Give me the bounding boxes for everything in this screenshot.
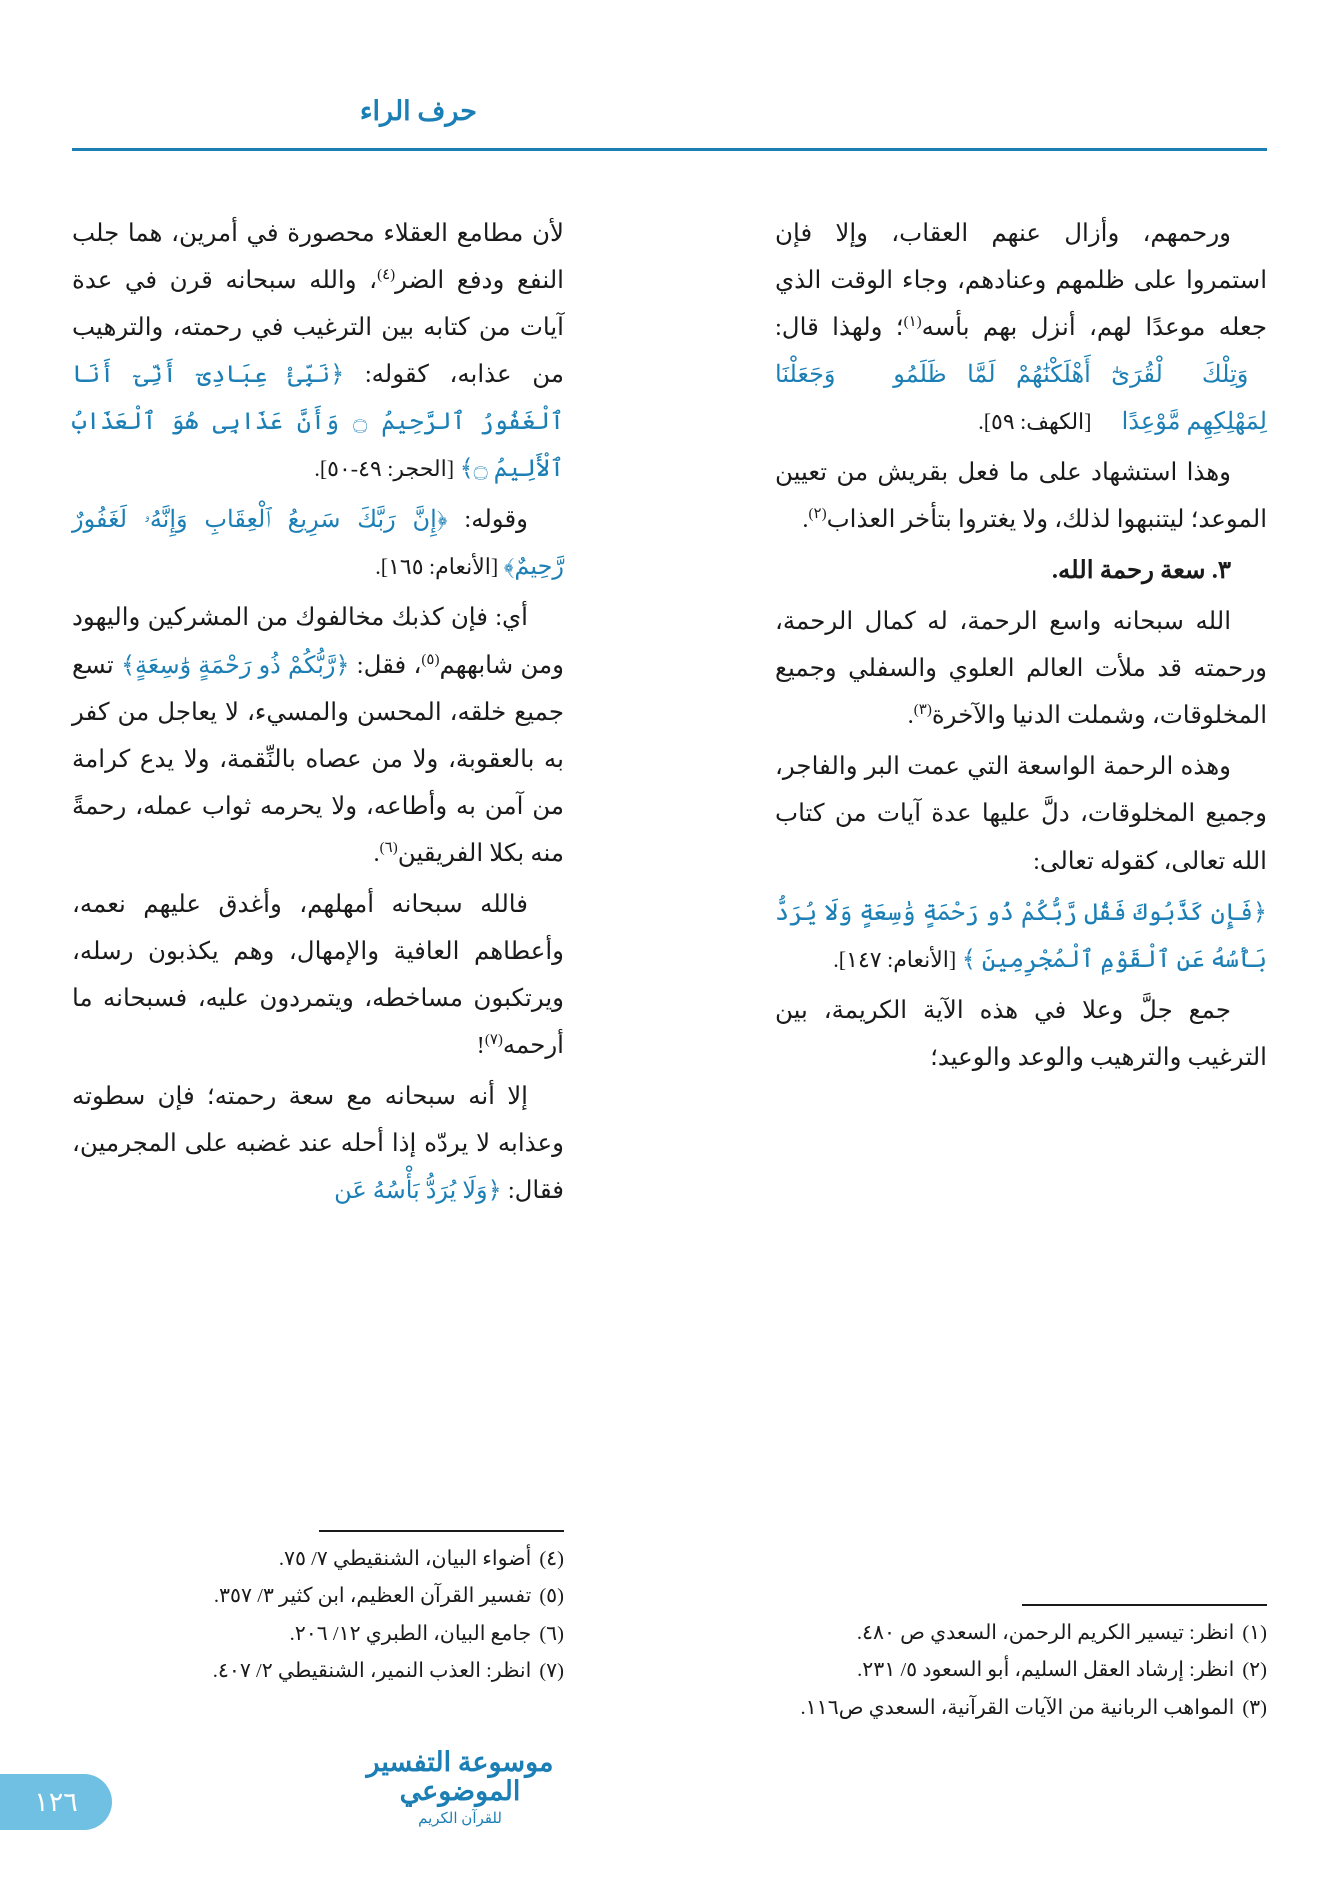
- footnote-number: (٤): [539, 1548, 564, 1570]
- body-paragraph: [72, 210, 564, 492]
- footnote-marker: (٣): [913, 702, 932, 719]
- page-number-badge: ١٢٦: [0, 1774, 112, 1830]
- body-text: ، والله سبحانه قرن في عدة آيات من كتابه بين الترغيب في رحمته، والترهيب من عذابه، كقوله:: [72, 267, 565, 389]
- footnote-item: [775, 1616, 1267, 1651]
- footnote-item: [72, 1617, 564, 1652]
- body-text: فالله سبحانه أمهلهم، وأغدق عليهم نعمه، وأعطاهم العافية والإمهال، وهم يكذبون رسله، ويرتكبون مساخطه، ويتمردون عليه، فسبحانه ما أرحمه: [72, 890, 564, 1059]
- footnote-item: [72, 1579, 564, 1614]
- verse-reference: [الأنعام: ١٤٧].: [833, 946, 962, 972]
- verse-reference: [الكهف: ٥٩].: [978, 409, 1097, 435]
- footnote-text: أضواء البيان، الشنقيطي ٧/ ٧٥.: [278, 1548, 532, 1570]
- footnote-item: [775, 1653, 1267, 1688]
- body-text: وقوله:: [447, 506, 528, 534]
- page-title: حرف الراء: [359, 96, 477, 126]
- footnote-text: انظر: العذب النمير، الشنقيطي ٢/ ٤٠٧.: [212, 1659, 532, 1682]
- body-text: ، فقل:: [349, 651, 422, 679]
- text-column-left: [72, 210, 564, 1218]
- footnote-divider: [1022, 1604, 1267, 1606]
- footnote-marker: (٦): [379, 839, 398, 856]
- body-text: .: [802, 506, 809, 534]
- footnote-item: [72, 1542, 564, 1577]
- body-paragraph: [775, 210, 1267, 445]
- body-text: إلا أنه سبحانه مع سعة رحمته؛ فإن سطوته وعذابه لا يردّه إذا أحله عند غضبه على المجرمين، فقال:: [72, 1082, 564, 1204]
- body-paragraph: [72, 594, 564, 876]
- body-text: لأن مطامع العقلاء محصورة في أمرين، هما جلب النفع ودفع الضر: [72, 220, 564, 295]
- footnote-number: (٢): [1242, 1659, 1267, 1682]
- section-heading: [775, 547, 1267, 594]
- body-text: تسع جميع خلقه، المحسن والمسيء، لا يعاجل من كفر به بالعقوبة، ولا من عصاه بالنِّقمة، ولا يدع كرامة من آمن به وأطاعه، ولا يحرمه ثواب عمله، رحمةً منه بكلا الفريقين: [72, 651, 564, 867]
- body-paragraph: [775, 598, 1267, 739]
- footnote-marker: (٥): [421, 651, 440, 668]
- footnote-text: جامع البيان، الطبري ١٢/ ٢٠٦.: [289, 1622, 532, 1645]
- quran-verse: ﴿نَبِّئْ عِبَادِىٓ أَنِّىٓ أَنَا ٱلْغَفُورُ ٱلرَّحِيمُ ۝ وَأَنَّ عَذَابِى هُوَ ٱلْعَذَابُ ٱلْأَلِيمُ ۝﴾: [72, 362, 564, 483]
- footnote-number: (٦): [539, 1622, 564, 1645]
- body-paragraph: [775, 743, 1267, 884]
- body-paragraph: [775, 889, 1267, 983]
- footnote-text: المواهب الربانية من الآيات القرآنية، السعدي ص١١٦.: [800, 1696, 1235, 1719]
- body-paragraph: [775, 987, 1267, 1081]
- footnote-marker: (٧): [484, 1031, 503, 1048]
- footnote-text: تفسير القرآن العظيم، ابن كثير ٣/ ٣٥٧.: [213, 1585, 532, 1608]
- quran-verse: ﴿إِنَّ رَبَّكَ سَرِيعُ ٱلْعِقَابِ وَإِنَّهُۥ لَغَفُورٌ رَّحِيمٌ﴾: [72, 507, 564, 581]
- text-column-right: [775, 210, 1267, 1085]
- quran-verse: ﴿فَإِن كَذَّبُوكَ فَقُل رَّبُّكُمْ ذُو رَحْمَةٍ وَٰسِعَةٍ وَلَا يُرَدُّ بَأْسُهُ عَنِ ٱلْقَوْمِ ٱلْمُجْرِمِينَ ﴾: [775, 899, 1267, 973]
- body-text: الله سبحانه واسع الرحمة، له كمال الرحمة، ورحمته قد ملأت العالم العلوي والسفلي وجميع المخلوقات، وشملت الدنيا والآخرة: [775, 608, 1267, 730]
- body-text: .: [373, 839, 380, 867]
- page-header: [72, 96, 1267, 166]
- body-text: ٣. سعة رحمة الله.: [1051, 557, 1231, 585]
- footnote-divider: [319, 1530, 564, 1532]
- footnote-text: انظر: تيسير الكريم الرحمن، السعدي ص ٤٨٠.: [856, 1622, 1235, 1644]
- logo-main-text: موسوعة التفسير الموضوعي: [366, 1746, 554, 1807]
- body-text: ؛ ولهذا قال:: [775, 314, 904, 342]
- header-divider: [72, 148, 1267, 151]
- footnote-marker: (١): [903, 313, 922, 330]
- footnotes-left: [72, 1530, 564, 1691]
- footnote-marker: (٤): [377, 266, 396, 283]
- body-text: ورحمهم، وأزال عنهم العقاب، وإلا فإن استمروا على ظلمهم وعنادهم، وجاء الوقت الذي جعله موعدًا لهم، أنزل بهم بأسه: [775, 220, 1268, 342]
- footnote-marker: (٢): [808, 506, 827, 523]
- verse-reference: [الحجر: ٤٩-٥٠].: [314, 456, 460, 482]
- body-text: أي: فإن كذبك مخالفوك من المشركين واليهود ومن شابههم: [72, 604, 565, 679]
- body-paragraph: [72, 496, 564, 590]
- body-paragraph: [72, 881, 564, 1069]
- footnote-number: (٥): [539, 1585, 564, 1608]
- footnote-number: (١): [1242, 1622, 1267, 1644]
- quran-verse: ﴿رَّبُّكُمْ ذُو رَحْمَةٍ وَٰسِعَةٍ﴾: [120, 652, 350, 679]
- footnote-item: [775, 1691, 1267, 1726]
- body-text: جمع جلَّ وعلا في هذه الآية الكريمة، بين الترغيب والترهيب والوعد والوعيد؛: [775, 996, 1267, 1071]
- body-paragraph: [72, 1073, 564, 1214]
- verse-reference: [الأنعام: ١٦٥].: [375, 554, 504, 580]
- body-text: !: [476, 1031, 485, 1059]
- footnote-item: [72, 1654, 564, 1689]
- quran-verse: ﴿وَلَا يُرَدُّ بَأْسُهُ عَن: [334, 1177, 502, 1204]
- footnote-text: انظر: إرشاد العقل السليم، أبو السعود ٥/ ٢٣١.: [857, 1659, 1235, 1682]
- body-paragraph: [775, 449, 1267, 543]
- publisher-logo: [330, 1748, 590, 1828]
- body-text: وهذا استشهاد على ما فعل بقريش من تعيين الموعد؛ ليتنبهوا لذلك، ولا يغتروا بتأخر العذاب: [775, 459, 1267, 534]
- footnote-number: (٧): [539, 1659, 564, 1682]
- footnote-number: (٣): [1242, 1696, 1267, 1719]
- logo-sub-text: للقرآن الكريم: [418, 1811, 502, 1827]
- body-text: .: [907, 702, 914, 730]
- quran-verse: ﴿وَتِلْكَ ٱلْقُرَىٰٓ أَهْلَكْنَٰهُمْ لَمَّا ظَلَمُوا۟ وَجَعَلْنَا لِمَهْلِكِهِم مَّوْعِدًا ﴾: [775, 362, 1267, 436]
- body-text: وهذه الرحمة الواسعة التي عمت البر والفاجر، وجميع المخلوقات، دلَّ عليها عدة آيات من كتاب الله تعالى، كقوله تعالى:: [775, 753, 1267, 875]
- footnotes-right: [775, 1604, 1267, 1728]
